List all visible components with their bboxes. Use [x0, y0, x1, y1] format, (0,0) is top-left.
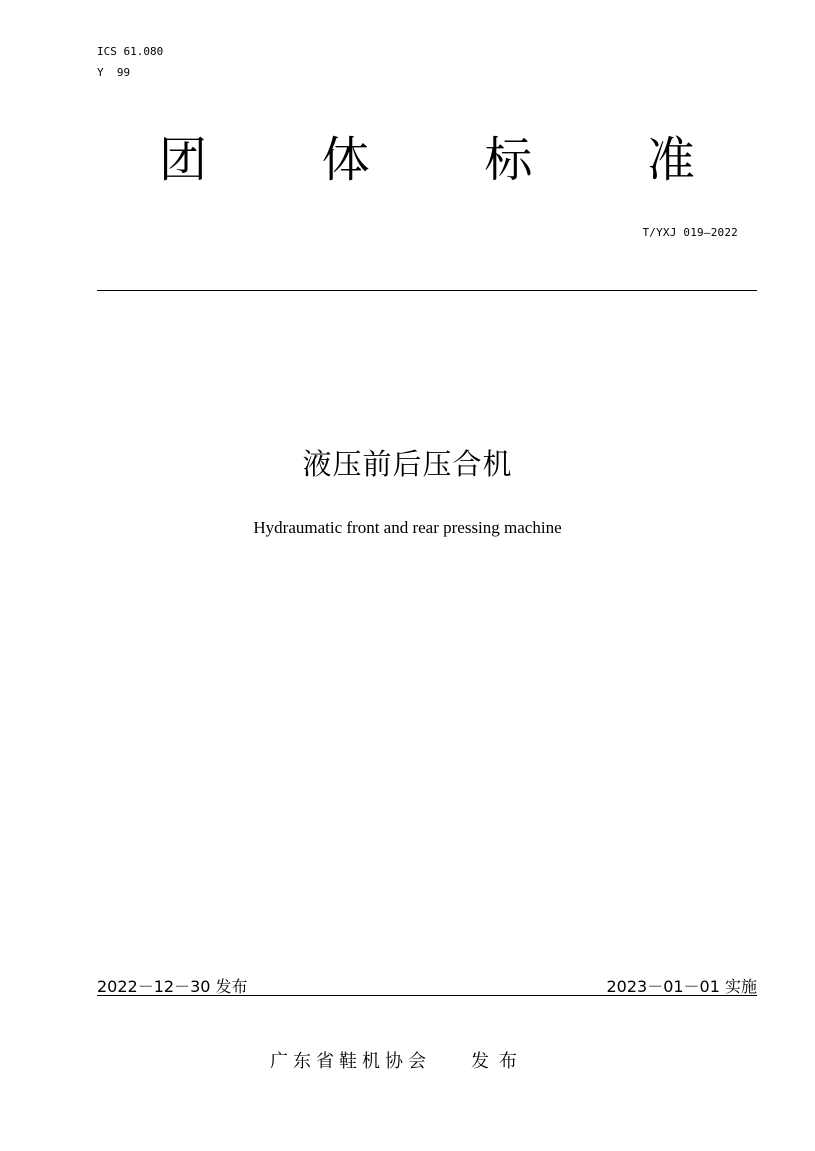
standard-type-char: 团: [159, 132, 208, 188]
classification-codes: [97, 41, 163, 83]
bottom-divider: [97, 995, 757, 996]
standard-number: T/YXJ 019—2022: [642, 226, 738, 239]
standard-type-heading: [97, 128, 757, 198]
implementation-date: 2023－01－01 实施: [606, 977, 757, 996]
standard-type-char: 标: [484, 132, 533, 188]
english-title: Hydraumatic front and rear pressing machine: [253, 518, 562, 537]
release-date: 2022－12－30 发布: [97, 977, 248, 996]
standard-type-char: 体: [321, 132, 370, 188]
publisher-name: 广东省鞋机协会: [270, 1051, 431, 1072]
ics-code: ICS 61.080: [97, 45, 164, 58]
top-divider: [97, 290, 757, 291]
standard-type-char: 准: [646, 132, 695, 188]
publisher-line: [270, 1047, 527, 1073]
publish-action: 发布: [471, 1051, 527, 1072]
chinese-title: 液压前后压合机: [302, 447, 513, 481]
ccs-code: Y 99: [97, 66, 131, 79]
